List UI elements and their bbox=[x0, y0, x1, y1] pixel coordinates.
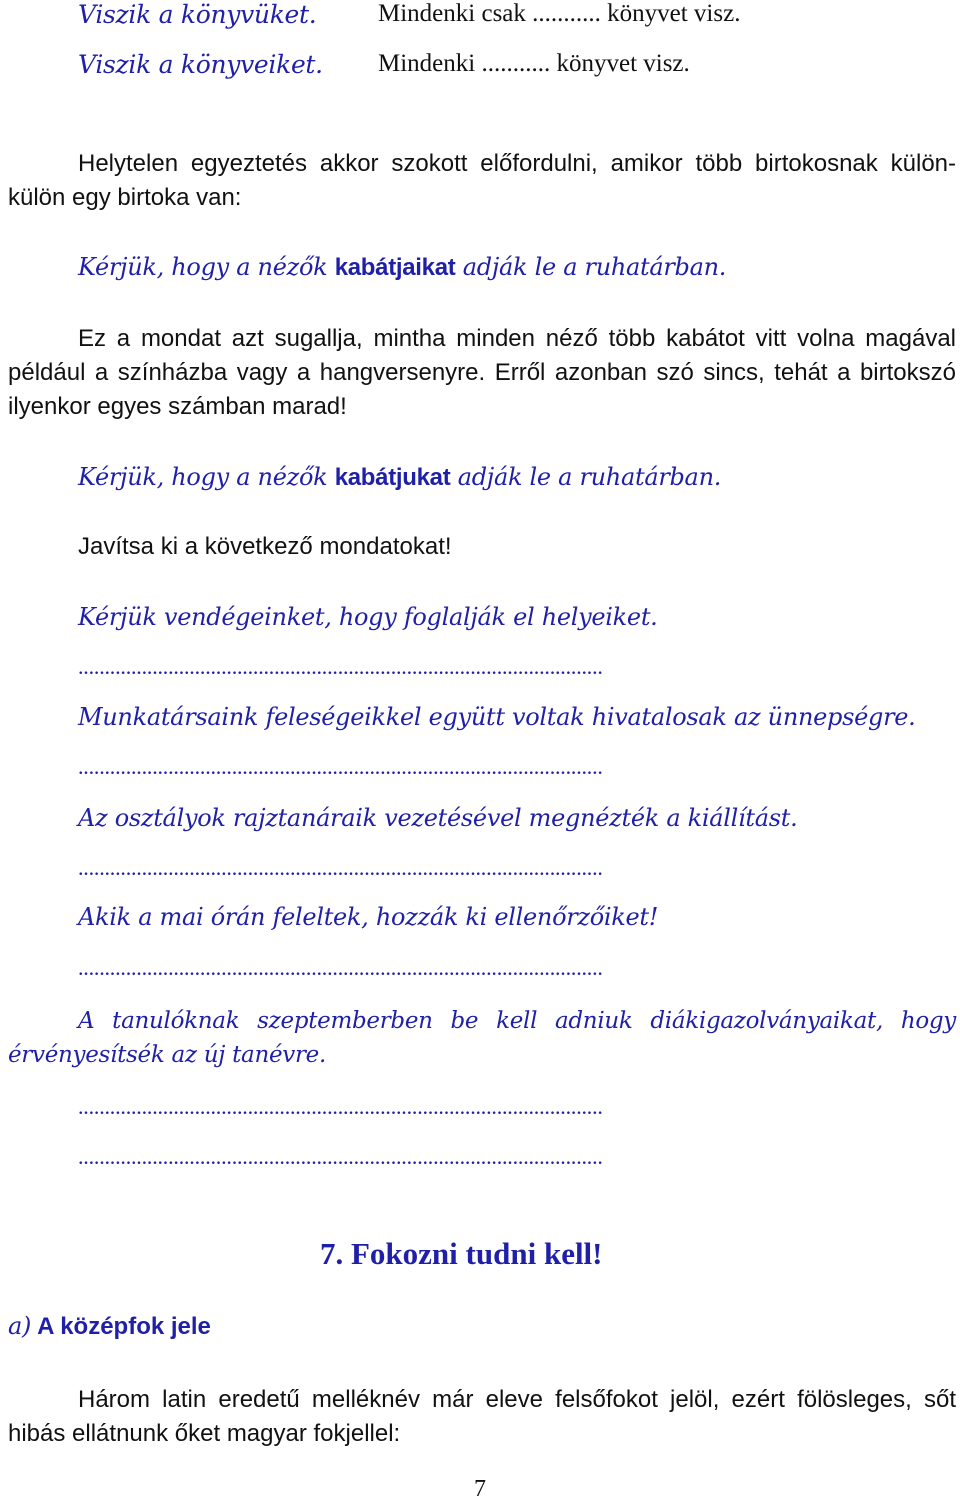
intro-paragraph: Helytelen egyeztetés akkor szokott előfordulni, amikor több birtokosnak külön-külön egy birtoka van: bbox=[8, 150, 956, 211]
answer-line-5a[interactable]: ................................................................................................... bbox=[78, 1094, 603, 1119]
answer-line-4[interactable]: ................................................................................................... bbox=[78, 955, 603, 980]
example-correct-pre: Kérjük, hogy a nézők bbox=[78, 463, 335, 491]
exercise-instruction: Javítsa ki a következő mondatokat! bbox=[78, 533, 452, 560]
explanation-paragraph: Ez a mondat azt sugallja, mintha minden néző több kabátot vitt volna magával például a színházba vagy a hangversenyre. Erről azonban szó sincs, tehát a birtokszó ilyenkor egyes számban marad! bbox=[8, 325, 956, 420]
answer-line-1[interactable]: ................................................................................................... bbox=[78, 654, 603, 679]
section-letter: a) bbox=[8, 1312, 32, 1340]
exercise-sentence-5: A tanulóknak szeptemberben be kell adniuk diákigazolványaikat, hogy érvényesítsék az új tanévre. bbox=[8, 1008, 956, 1068]
example-wrong-post: adják le a ruhatárban. bbox=[455, 253, 727, 281]
example-plural-owner-plural: Viszik a könyveiket. bbox=[78, 50, 323, 79]
example-wrong-pre: Kérjük, hogy a nézők bbox=[78, 253, 335, 281]
exercise-sentence-3: Az osztályok rajztanáraik vezetésével megnézték a kiállítást. bbox=[78, 804, 798, 832]
chapter-heading: 7. Fokozni tudni kell! bbox=[320, 1236, 603, 1271]
example-plural-owner-singular: Viszik a könyvüket. bbox=[78, 0, 317, 29]
page-number: 7 bbox=[474, 1476, 486, 1502]
answer-line-5b[interactable]: ................................................................................................... bbox=[78, 1144, 603, 1169]
section-heading bbox=[8, 1312, 211, 1341]
example-wrong-bold: kabátjaikat bbox=[334, 254, 456, 281]
example-sentence-correct bbox=[78, 463, 721, 492]
final-paragraph: Három latin eredetű melléknév már eleve felsőfokot jelöl, ezért fölösleges, sőt hibás ellátnunk őket magyar fokjellel: bbox=[8, 1386, 956, 1447]
answer-line-2[interactable]: ................................................................................................... bbox=[78, 754, 603, 779]
example-correct-post: adják le a ruhatárban. bbox=[450, 463, 722, 491]
exercise-sentence-4: Akik a mai órán feleltek, hozzák ki ellenőrzőiket! bbox=[78, 903, 659, 931]
answer-row-1: Mindenki csak ........... könyvet visz. bbox=[378, 0, 741, 27]
answer-row-2: Mindenki ........... könyvet visz. bbox=[378, 50, 690, 77]
example-correct-bold: kabátjukat bbox=[334, 464, 451, 491]
example-sentence-wrong bbox=[78, 253, 726, 282]
exercise-sentence-2: Munkatársaink feleségeikkel együtt voltak hivatalosak az ünnepségre. bbox=[78, 703, 916, 731]
exercise-sentence-1: Kérjük vendégeinket, hogy foglalják el helyeiket. bbox=[78, 603, 658, 631]
answer-line-3[interactable]: ................................................................................................... bbox=[78, 855, 603, 880]
section-title: A középfok jele bbox=[37, 1313, 211, 1340]
